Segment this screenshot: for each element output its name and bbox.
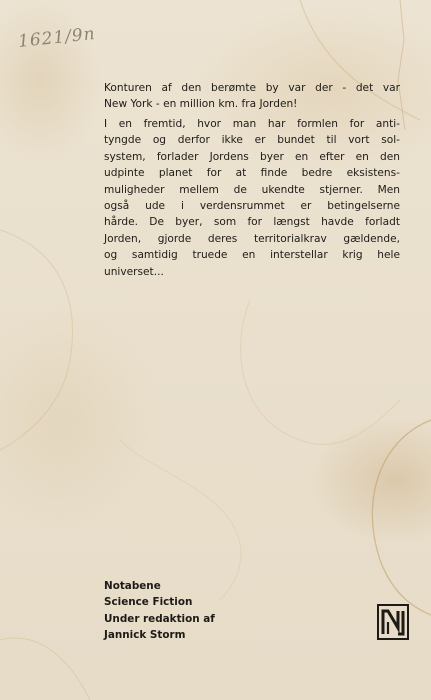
blurb-line: og samtidig truede en interstellar krig hele (104, 249, 400, 262)
series-credit (104, 578, 215, 644)
blurb-line: system, forlader Jordens byer en efter en den (104, 150, 400, 163)
blurb-line: udpinte planet for at finde bedre eksistens- (104, 167, 400, 180)
intro-paragraph (104, 80, 400, 113)
intro-line: New York - en million km. fra Jorden! (104, 98, 298, 111)
blurb-line: universet... (104, 265, 164, 278)
blurb-line: tyngde og derfor ikke er bundet til vort sol- (104, 134, 400, 147)
notabene-n-logo-icon (377, 604, 409, 640)
blurb-line: Jorden, gjorde deres territorialkrav gældende, (104, 232, 400, 245)
blurb-line: muligheder mellem de ukendte stjerner. Men (104, 183, 400, 196)
blurb-paragraph (104, 116, 400, 280)
blurb-line: også ude i verdensrummet er betingelserne (104, 200, 400, 213)
handwritten-catalog-note: 1621/9n (17, 23, 97, 53)
series-editor-name: Jannick Storm (104, 629, 186, 642)
intro-line: Konturen af den berømte by var der - det var (104, 82, 400, 94)
series-editor-label: Under redaktion af (104, 612, 215, 625)
series-name: Science Fiction (104, 596, 193, 609)
blurb-line: I en fremtid, hvor man har formlen for anti- (104, 118, 400, 130)
blurb-line: hårde. De byer, som for længst havde forladt (104, 216, 400, 229)
series-publisher: Notabene (104, 580, 161, 592)
